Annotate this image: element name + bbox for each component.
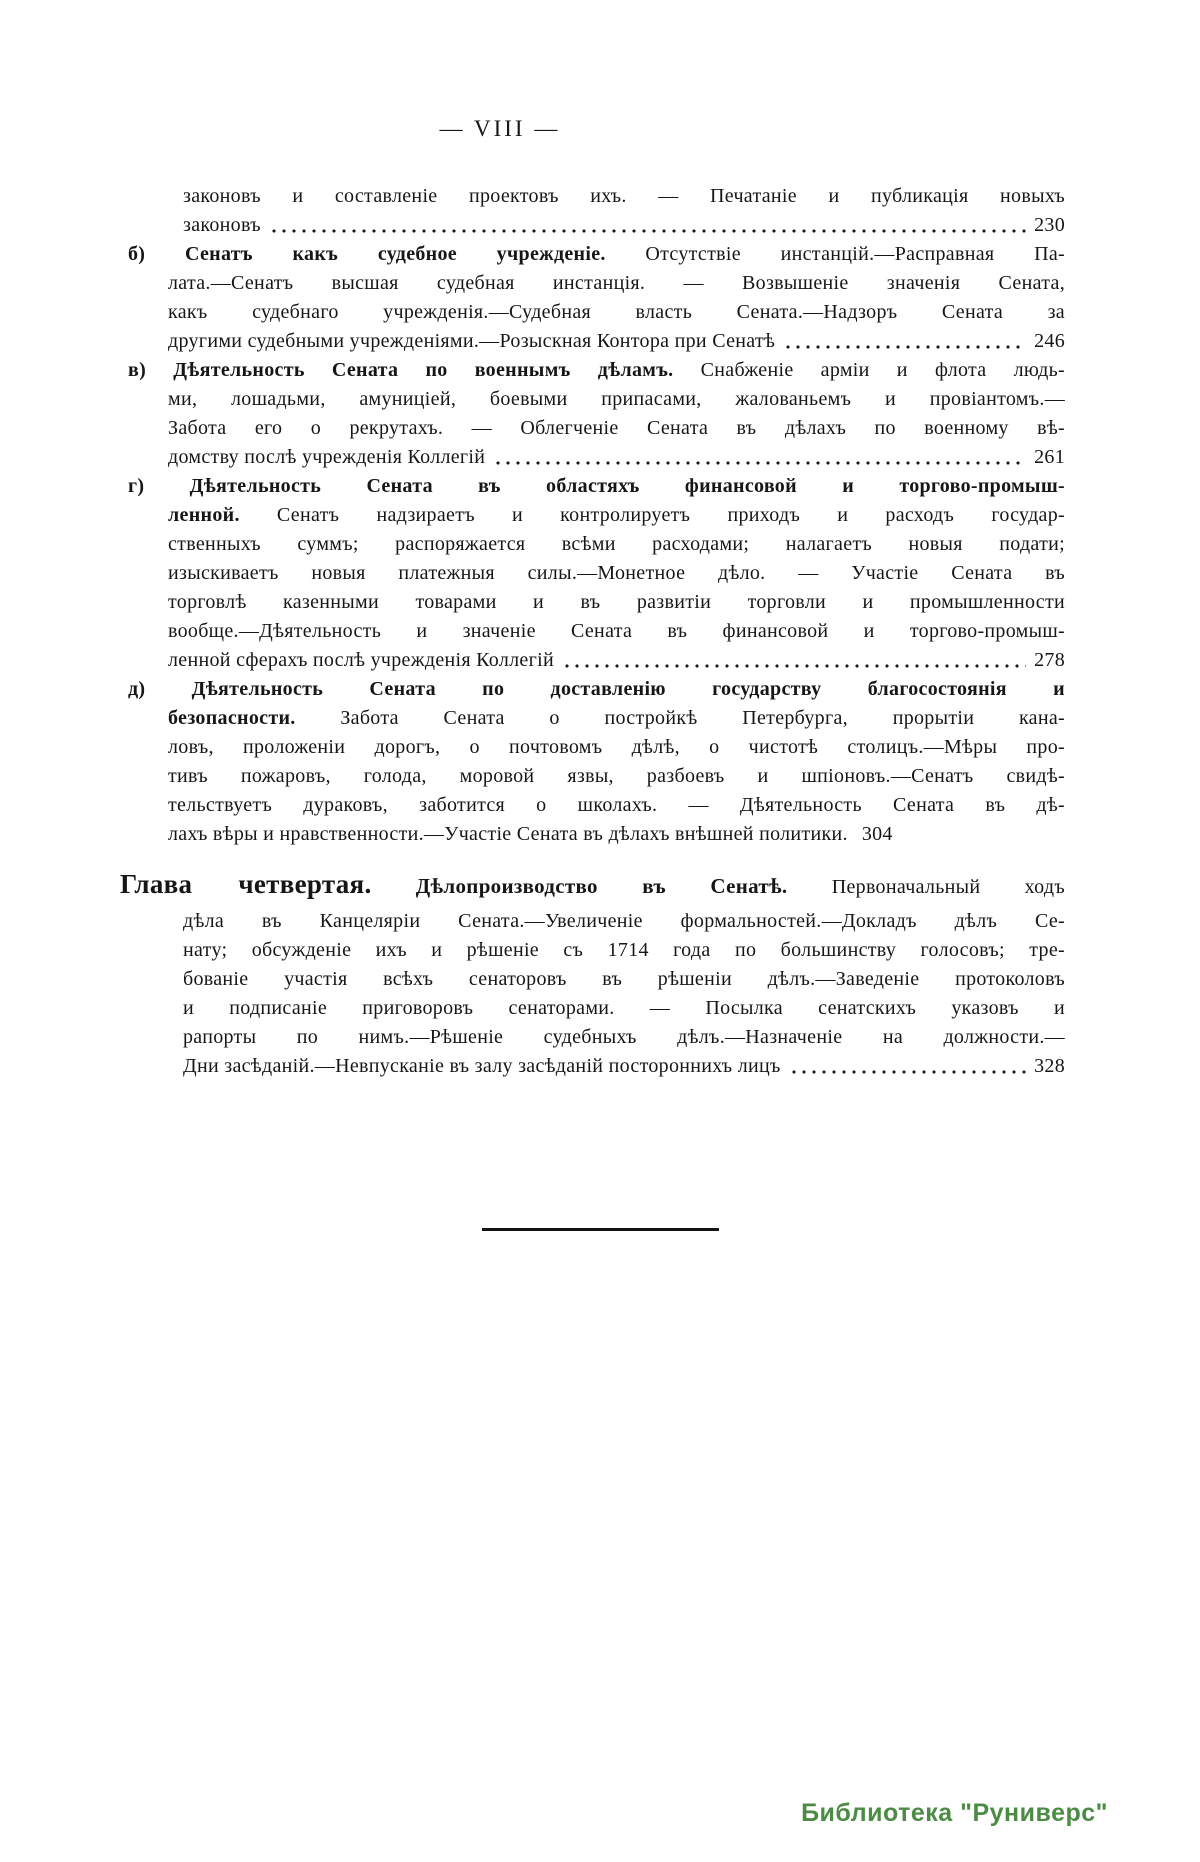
toc-line-text: ми, лошадьми, амуниціей, боевыми припасами, жалованьемъ и провіантомъ.—	[168, 388, 1065, 410]
toc-line	[168, 414, 1065, 443]
page-number-header: — VIII —	[439, 116, 561, 141]
entry-label: б)	[128, 243, 146, 265]
toc-line-text: Сенатъ надзираетъ и контролируетъ приходъ и расходъ государ-	[239, 504, 1065, 526]
toc-line	[168, 704, 1065, 733]
toc-line-text: ловъ, проложеніи дорогъ, о почтовомъ дѣлѣ, о чистотѣ столицъ.—Мѣры про-	[168, 736, 1065, 758]
toc-line	[183, 182, 1065, 211]
toc-line	[183, 211, 1065, 240]
toc-line	[120, 867, 1065, 905]
toc-line-text: лахъ вѣры и нравственности.—Участіе Сената въ дѣлахъ внѣшней политики.	[168, 823, 848, 845]
toc-line	[128, 356, 1065, 385]
toc-line	[168, 327, 1065, 356]
toc-line	[168, 443, 1065, 472]
toc-line	[168, 820, 1065, 849]
toc-line	[168, 501, 1065, 530]
toc-line	[128, 472, 1065, 501]
dot-leader	[848, 845, 862, 849]
toc-line-text: изыскиваетъ новыя платежныя силы.—Монетное дѣло. — Участіе Сената въ	[168, 562, 1065, 584]
toc-line-text: Забота его о рекрутахъ. — Облегченіе Сената въ дѣлахъ по военному вѣ-	[168, 417, 1065, 439]
toc-entry-g	[128, 472, 1065, 675]
dot-leader	[789, 1070, 1026, 1074]
toc-line	[128, 675, 1065, 704]
toc-line-text: и подписаніе приговоровъ сенаторами. — Посылка сенатскихъ указовъ и	[183, 997, 1065, 1019]
toc-line-text: ленной сферахъ послѣ учрежденія Коллегій	[168, 649, 554, 671]
dot-leader	[269, 229, 1026, 233]
toc-line-text: торговлѣ казенными товарами и въ развитіи торговли и промышленности	[168, 591, 1065, 613]
chapter-label: Глава четвертая.	[120, 869, 372, 899]
entry-label: г)	[128, 475, 145, 497]
toc-line-text: какъ судебнаго учрежденія.—Судебная власть Сената.—Надзоръ Сената за	[168, 301, 1065, 323]
toc-line	[168, 530, 1065, 559]
toc-line	[128, 240, 1065, 269]
toc-line-text: Первоначальный ходъ	[787, 876, 1066, 898]
toc-line	[183, 965, 1065, 994]
toc-line	[168, 617, 1065, 646]
entry-label: д)	[128, 678, 146, 700]
entry-heading: безопасности.	[168, 707, 296, 729]
toc-line-text: законовъ и составленіе проектовъ ихъ. — Печатаніе и публикація новыхъ	[183, 185, 1065, 207]
entry-heading: Дѣятельность Сената по военнымъ дѣламъ.	[173, 359, 674, 381]
toc-line-text: рапорты по нимъ.—Рѣшеніе судебныхъ дѣлъ.—Назначеніе на должности.—	[183, 1026, 1065, 1048]
toc-line-text: нату; обсужденіе ихъ и рѣшеніе съ 1714 года по большинству голосовъ; тре-	[183, 939, 1065, 961]
toc-line-text: Дни засѣданій.—Невпусканіе въ залу засѣданій постороннихъ лицъ	[183, 1055, 781, 1077]
entry-heading: ленной.	[168, 504, 240, 526]
toc-line-text: дѣла въ Канцеляріи Сената.—Увеличеніе формальностей.—Докладъ дѣлъ Се-	[183, 910, 1065, 932]
toc-line-text: другими судебными учрежденіями.—Розыскная Контора при Сенатѣ	[168, 330, 776, 352]
page-number: 328	[1034, 1055, 1065, 1077]
toc-line	[183, 907, 1065, 936]
toc-line	[168, 646, 1065, 675]
toc-line	[183, 1023, 1065, 1052]
library-watermark: Библиотека "Руниверс"	[801, 1799, 1108, 1827]
toc-line	[168, 559, 1065, 588]
toc-line	[183, 936, 1065, 965]
page-number: 278	[1034, 649, 1065, 671]
chapter-title: Дѣлопроизводство въ Сенатѣ.	[415, 874, 788, 898]
entry-heading: Сенатъ какъ судебное учрежденіе.	[184, 243, 606, 265]
table-of-contents	[120, 182, 1066, 1081]
toc-line-text: Забота Сената о постройкѣ Петербурга, прорытіи кана-	[295, 707, 1065, 729]
toc-line	[168, 733, 1065, 762]
toc-line-text: Снабженіе арміи и флота людь-	[673, 359, 1065, 381]
toc-line	[168, 762, 1065, 791]
toc-line	[168, 588, 1065, 617]
toc-line	[168, 385, 1065, 414]
toc-line-text: законовъ	[183, 214, 261, 236]
toc-entry-chapter-four	[120, 867, 1066, 1081]
toc-line	[168, 269, 1065, 298]
toc-entry-continuation	[128, 182, 1065, 240]
entry-heading: Дѣятельность Сената по доставленію государству благосостоянія и	[191, 678, 1065, 700]
dot-leader	[783, 345, 1026, 349]
toc-line-text: Отсутствіе инстанцій.—Расправная Па-	[605, 243, 1065, 265]
toc-entry-b	[128, 240, 1065, 356]
entry-heading: Дѣятельность Сената въ областяхъ финансовой и торгово-промыш-	[189, 475, 1065, 497]
toc-entry-d	[128, 675, 1065, 849]
toc-line	[168, 298, 1065, 327]
section-divider	[482, 1228, 719, 1231]
toc-line	[168, 791, 1065, 820]
toc-line-text: тивъ пожаровъ, голода, моровой язвы, разбоевъ и шпіоновъ.—Сенатъ свидѣ-	[168, 765, 1065, 787]
toc-line-text: тельствуетъ дураковъ, заботится о школахъ. — Дѣятельность Сената въ дѣ-	[168, 794, 1065, 816]
dot-leader	[493, 461, 1026, 465]
page-number: 246	[1034, 330, 1065, 352]
toc-line-text: домству послѣ учрежденія Коллегій	[168, 446, 486, 468]
page-number: 230	[1034, 214, 1065, 236]
toc-line-text: ственныхъ суммъ; распоряжается всѣми расходами; налагаетъ новыя подати;	[168, 533, 1065, 555]
toc-line-text: лата.—Сенатъ высшая судебная инстанція. — Возвышеніе значенія Сената,	[168, 272, 1065, 294]
page-number: 304	[861, 823, 893, 845]
toc-entry-v	[128, 356, 1065, 472]
page-number: 261	[1034, 446, 1065, 468]
entry-label: в)	[128, 359, 147, 381]
toc-line-text: бованіе участія всѣхъ сенаторовъ въ рѣшеніи дѣлъ.—Заведеніе протоколовъ	[183, 968, 1065, 990]
dot-leader	[562, 664, 1026, 668]
toc-line	[183, 994, 1065, 1023]
toc-line-text: вообще.—Дѣятельность и значеніе Сената въ финансовой и торгово-промыш-	[168, 620, 1065, 642]
toc-line	[183, 1052, 1065, 1081]
